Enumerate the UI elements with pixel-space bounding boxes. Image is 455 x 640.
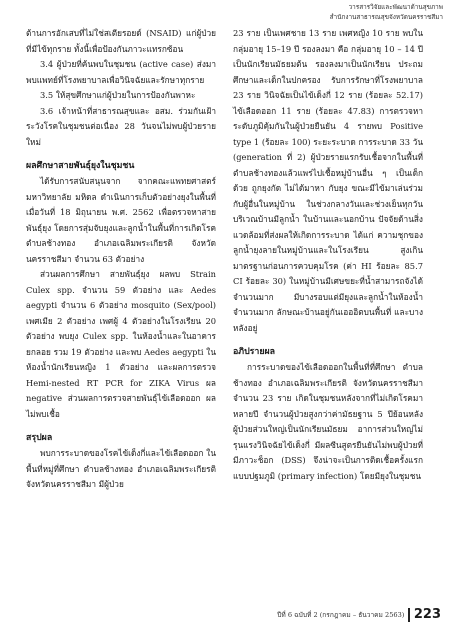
paragraph: 3.6 เจ้าหน้าที่สาธารณสุขและ อสม. ร่วมกันเฝ้าระวังโรคในชุมชนต่อเนื่อง 28 วันจนไม่พบผู้ป่วยรายใหม่ (26, 105, 216, 147)
paragraph: 3.5 ให้สุขศึกษาแก่ผู้ป่วยในการป้องกันพาหะ (40, 90, 196, 100)
paragraph: ส่วนผลการศึกษา สายพันธุ์ยุง ผลพบ Strain Culex spp. จำนวน 59 ตัวอย่าง และ Aedes aegypti จำนวน 6 ตัวอย่าง mosquito (Sex/pool) เพศเมีย 2 ตัวอย่าง เพศผู้ 4 ตัวอย่างในโรงเรียน 20 ตัวอย่าง พบยุง Culex spp. ในห้องน้ำและในอาคารยกลอย รวม 19 ตัวอย่าง และพบ Aedes aegypti ในห้องน้ำนักเรียนหญิง 1 ตัวอย่าง และผลการตรวจ Hemi-nested RT PCR for ZIKA Virus ผล negative ส่วนผลการตรวจสายพันธุ์ไข้เลือดออก ผลไม่พบเชื้อ (26, 269, 216, 419)
paragraph: 23 ราย เป็นเพศชาย 13 ราย เพศหญิง 10 ราย พบในกลุ่มอายุ 15–19 ปี รองลงมา คือ กลุ่มอายุ 10 – 14 ปี เป็นนักเรียนมัธยมต้น รองลงมาเป็นนักเรียน ประถมศึกษาและเด็กในปกครอง รับการรักษาที่โรงพยาบาล 23 ราย วินิจฉัยเป็นไข้เด็งกี่ 12 ราย (ร้อยละ 52.17) ไข้เลือดออก 11 ราย (ร้อยละ 47.83) การตรวจหาระดับภูมิคุ้มกันในผู้ป่วยยืนยัน 4 รายพบ Positive type 1 (ร้อยละ 100) ระยะระบาด การระบาด 33 วัน (generation ที่ 2) ผู้ป่วยรายแรกรับเชื้อจากในพื้นที่ตำบลช้างทองแล้วแพร่ไปเชื้อหมู่บ้านอื่น ๆ เป็นเด็กด้วย ถูกยุงกัด ไม่ได้มาหา กับยุง ขณะมีไข้มาเล่นร่วมกับผู้อื่นในหมู่บ้าน ในช่วงกลางวันและช่วงเย็นทุกวัน บริเวณบ้านมีลูกน้ำ ในบ้านและนอกบ้าน ปัจจัยด้านสิ่งแวดล้อมที่ส่งผลให้เกิดการระบาด ได้แก่ ความชุกของลูกน้ำยุงลายในหมู่บ้านและในโรงเรียน สูงเกินมาตรฐานก่อนการควบคุมโรค (ค่า HI ร้อยละ 85.7 CI ร้อยละ 30) ในหมู่บ้านมีเศษขยะที่น้ำสามารถจังได้จำนวนมาก มีบางรอบแต่มียุงและลูกน้ำในห้องน้ำ จำนวนมาก ลักษณะบ้านอยู่กันเอออิตบนพื้นที่ และบางหลังอยู่ (233, 28, 423, 333)
paragraph: ได้รับการสนับสนุนจาก จากคณะแพทยศาสตร์ มหาวิทยาลัย มหิดล ดำเนินการเก็บตัวอย่างยุงในพื้นที่ เมื่อวันที่ 18 มิถุนายน พ.ศ. 2562 เพื่อตรวจหาสายพันธุ์ยุง โดยการสุ่มจับยุงและลูกน้ำในพื้นที่การเกิดโรค ตำบลช้างทอง อำเภอเฉลิมพระเกียรติ จังหวัดนครราชสีมา จำนวน 63 ตัวอย่าง (26, 176, 216, 264)
footer-divider (408, 608, 410, 622)
issue-info: ปีที่ 6 ฉบับที่ 2 (กรกฎาคม – ธันวาคม 2563) (277, 611, 405, 619)
journal-title: วารสารวิจัยและพัฒนาด้านสุขภาพ (348, 3, 443, 11)
section-heading-mosquito-study: ผลศึกษาสายพันธุ์ยุงในชุมชน (26, 161, 135, 171)
journal-header (330, 2, 443, 22)
paragraph: ต้านการอักเสบที่ไม่ใช่สเตียรอยด์ (NSAID) แก่ผู้ป่วยที่มีไข้ทุกราย ทั้งนี้เพื่อป้องกันภาวะแทรกซ้อน (26, 28, 216, 54)
paragraph: 3.4 ผู้ป่วยที่ค้นพบในชุมชน (active case) ส่งมาพบแพทย์ที่โรงพยาบาลเพื่อวินิจฉัยและรักษาทุกราย (26, 59, 216, 85)
journal-publisher: สำนักงานสาธารณสุขจังหวัดนครราชสีมา (329, 13, 443, 21)
page-footer (277, 607, 441, 622)
right-column (233, 26, 423, 484)
left-column (26, 26, 216, 493)
section-heading-conclusion: สรุปผล (26, 433, 53, 443)
page-number: 223 (413, 607, 441, 622)
paragraph: การระบาดของไข้เลือดออกในพื้นที่ที่ศึกษา ตำบลช้างทอง อำเภอเฉลิมพระเกียรติ จังหวัดนครราชสีมา จำนวน 23 ราย เกิดในชุมชนหลังจากที่ไม่เกิดโรคมาหลายปี จำนวนผู้ป่วยสูงกว่าค่ามัธยฐาน 5 ปีย้อนหลัง ผู้ป่วยส่วนใหญ่เป็นนักเรียนมัธยม อาการส่วนใหญ่ไม่รุนแรงวินิจฉัยไข้เด็งกี่ มีผลซีนสูตรยืนยันไม่พบผู้ป่วยที่มีภาวะช็อก (DSS) จึงน่าจะเป็นการติดเชื้อครั้งแรกแบบปฐมภูมิ (primary infection) โดยมียุงในชุมชน (233, 362, 423, 481)
section-heading-discussion: อภิปรายผล (233, 347, 276, 357)
paragraph: พบการระบาดของโรคไข้เด็งกี่และไข้เลือดออก ในพื้นที่หมู่ที่ศึกษา ตำบลช้างทอง อำเภอเฉลิมพระเกียรติ จังหวัดนครราชสีมา มีผู้ป่วย (26, 448, 216, 489)
